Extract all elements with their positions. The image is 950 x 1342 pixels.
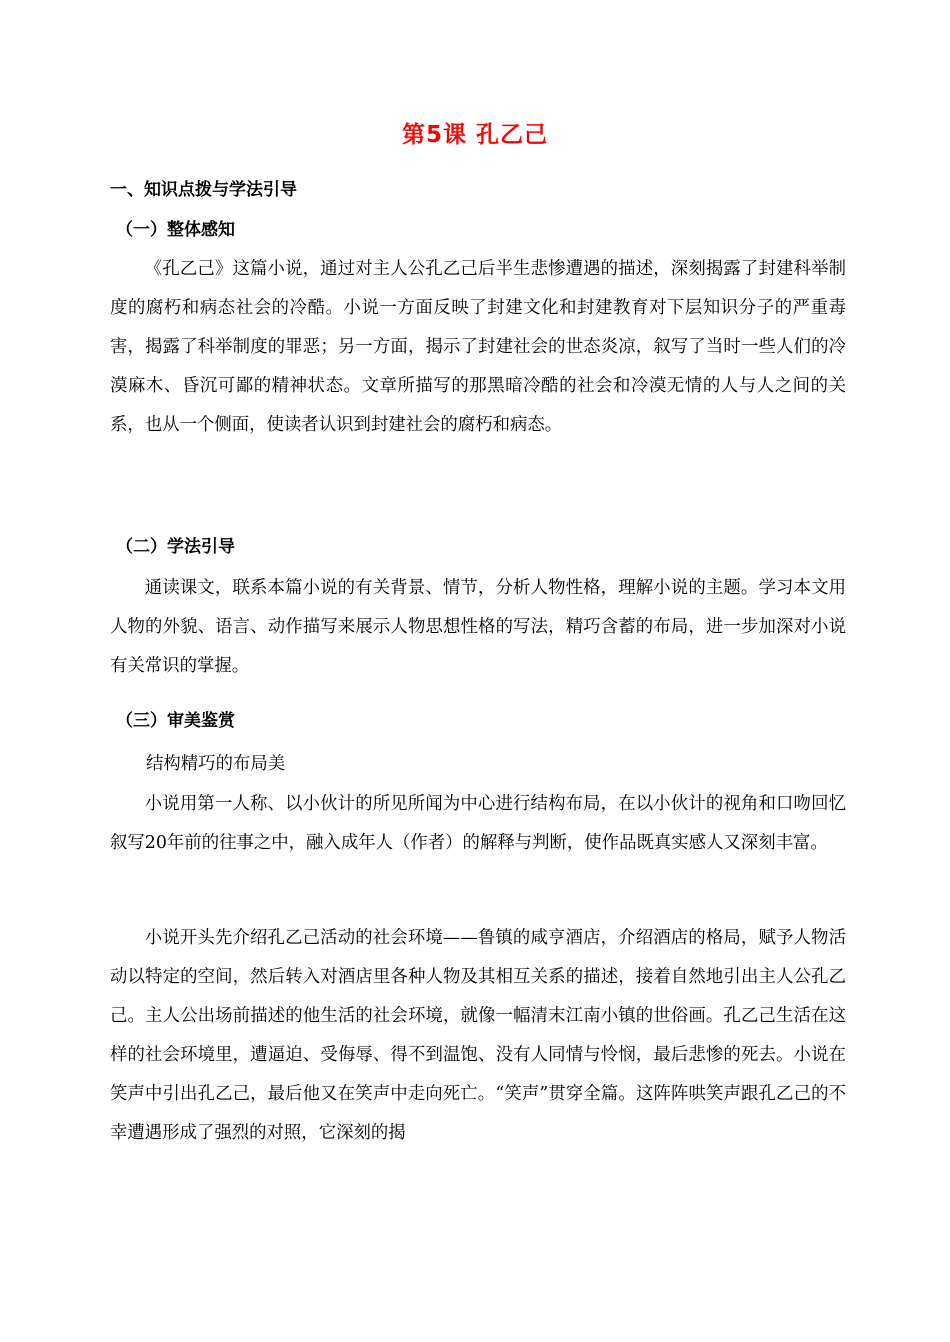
paragraph-study-method: 通读课文，联系本篇小说的有关背景、情节，分析人物性格，理解小说的主题。学习本文用人物的外貌、语言、动作描写来展示人物思想性格的写法，精巧含蓄的布局，进一步加深对小说有关常识的掌握。 xyxy=(110,578,846,676)
page-title: 第5课 孔乙己 xyxy=(401,122,548,148)
subsection-heading-overall: （一）整体感知 xyxy=(116,220,235,240)
subsection-heading-aesthetic: （三）审美鉴赏 xyxy=(116,711,235,731)
paragraph-overall-perception: 《孔乙己》这篇小说，通过对主人公孔乙己后半生悲惨遭遇的描述，深刻揭露了封建科举制度的腐朽和病态社会的冷酷。小说一方面反映了封建文化和封建教育对下层知识分子的严重毒害，揭露了科举制度的罪恶；另一方面，揭示了封建社会的世态炎凉，叙写了当时一些人们的冷漠麻木、昏沉可鄙的精神状态。文章所描写的那黑暗冷酷的社会和冷漠无情的人与人之间的关系，也从一个侧面，使读者认识到封建社会的腐朽和病态。 xyxy=(110,259,846,435)
subsection-heading-method: （二）学法引导 xyxy=(116,537,235,557)
paragraph-structure: 小说用第一人称、以小伙计的所见所闻为中心进行结构布局，在以小伙计的视角和口吻回忆叙写20年前的往事之中，融入成年人（作者）的解释与判断，使作品既真实感人又深刻丰富。 xyxy=(110,794,846,853)
section-heading: 一、知识点拨与学法引导 xyxy=(110,180,297,200)
paragraph-opening: 小说开头先介绍孔乙己活动的社会环境——鲁镇的咸亨酒店，介绍酒店的格局，赋予人物活动以特定的空间，然后转入对酒店里各种人物及其相互关系的描述，接着自然地引出主人公孔乙己。主人公出场前描述的他生活的社会环境，就像一幅清末江南小镇的世俗画。孔乙己生活在这样的社会环境里，遭逼迫、受侮辱、得不到温饱、没有人同情与怜悯，最后悲惨的死去。小说在笑声中引出孔乙己，最后他又在笑声中走向死亡。“笑声”贯穿全篇。这阵阵哄笑声跟孔乙己的不幸遭遇形成了强烈的对照，它深刻的揭 xyxy=(110,928,846,1143)
aesthetic-subheading: 结构精巧的布局美 xyxy=(146,754,286,774)
